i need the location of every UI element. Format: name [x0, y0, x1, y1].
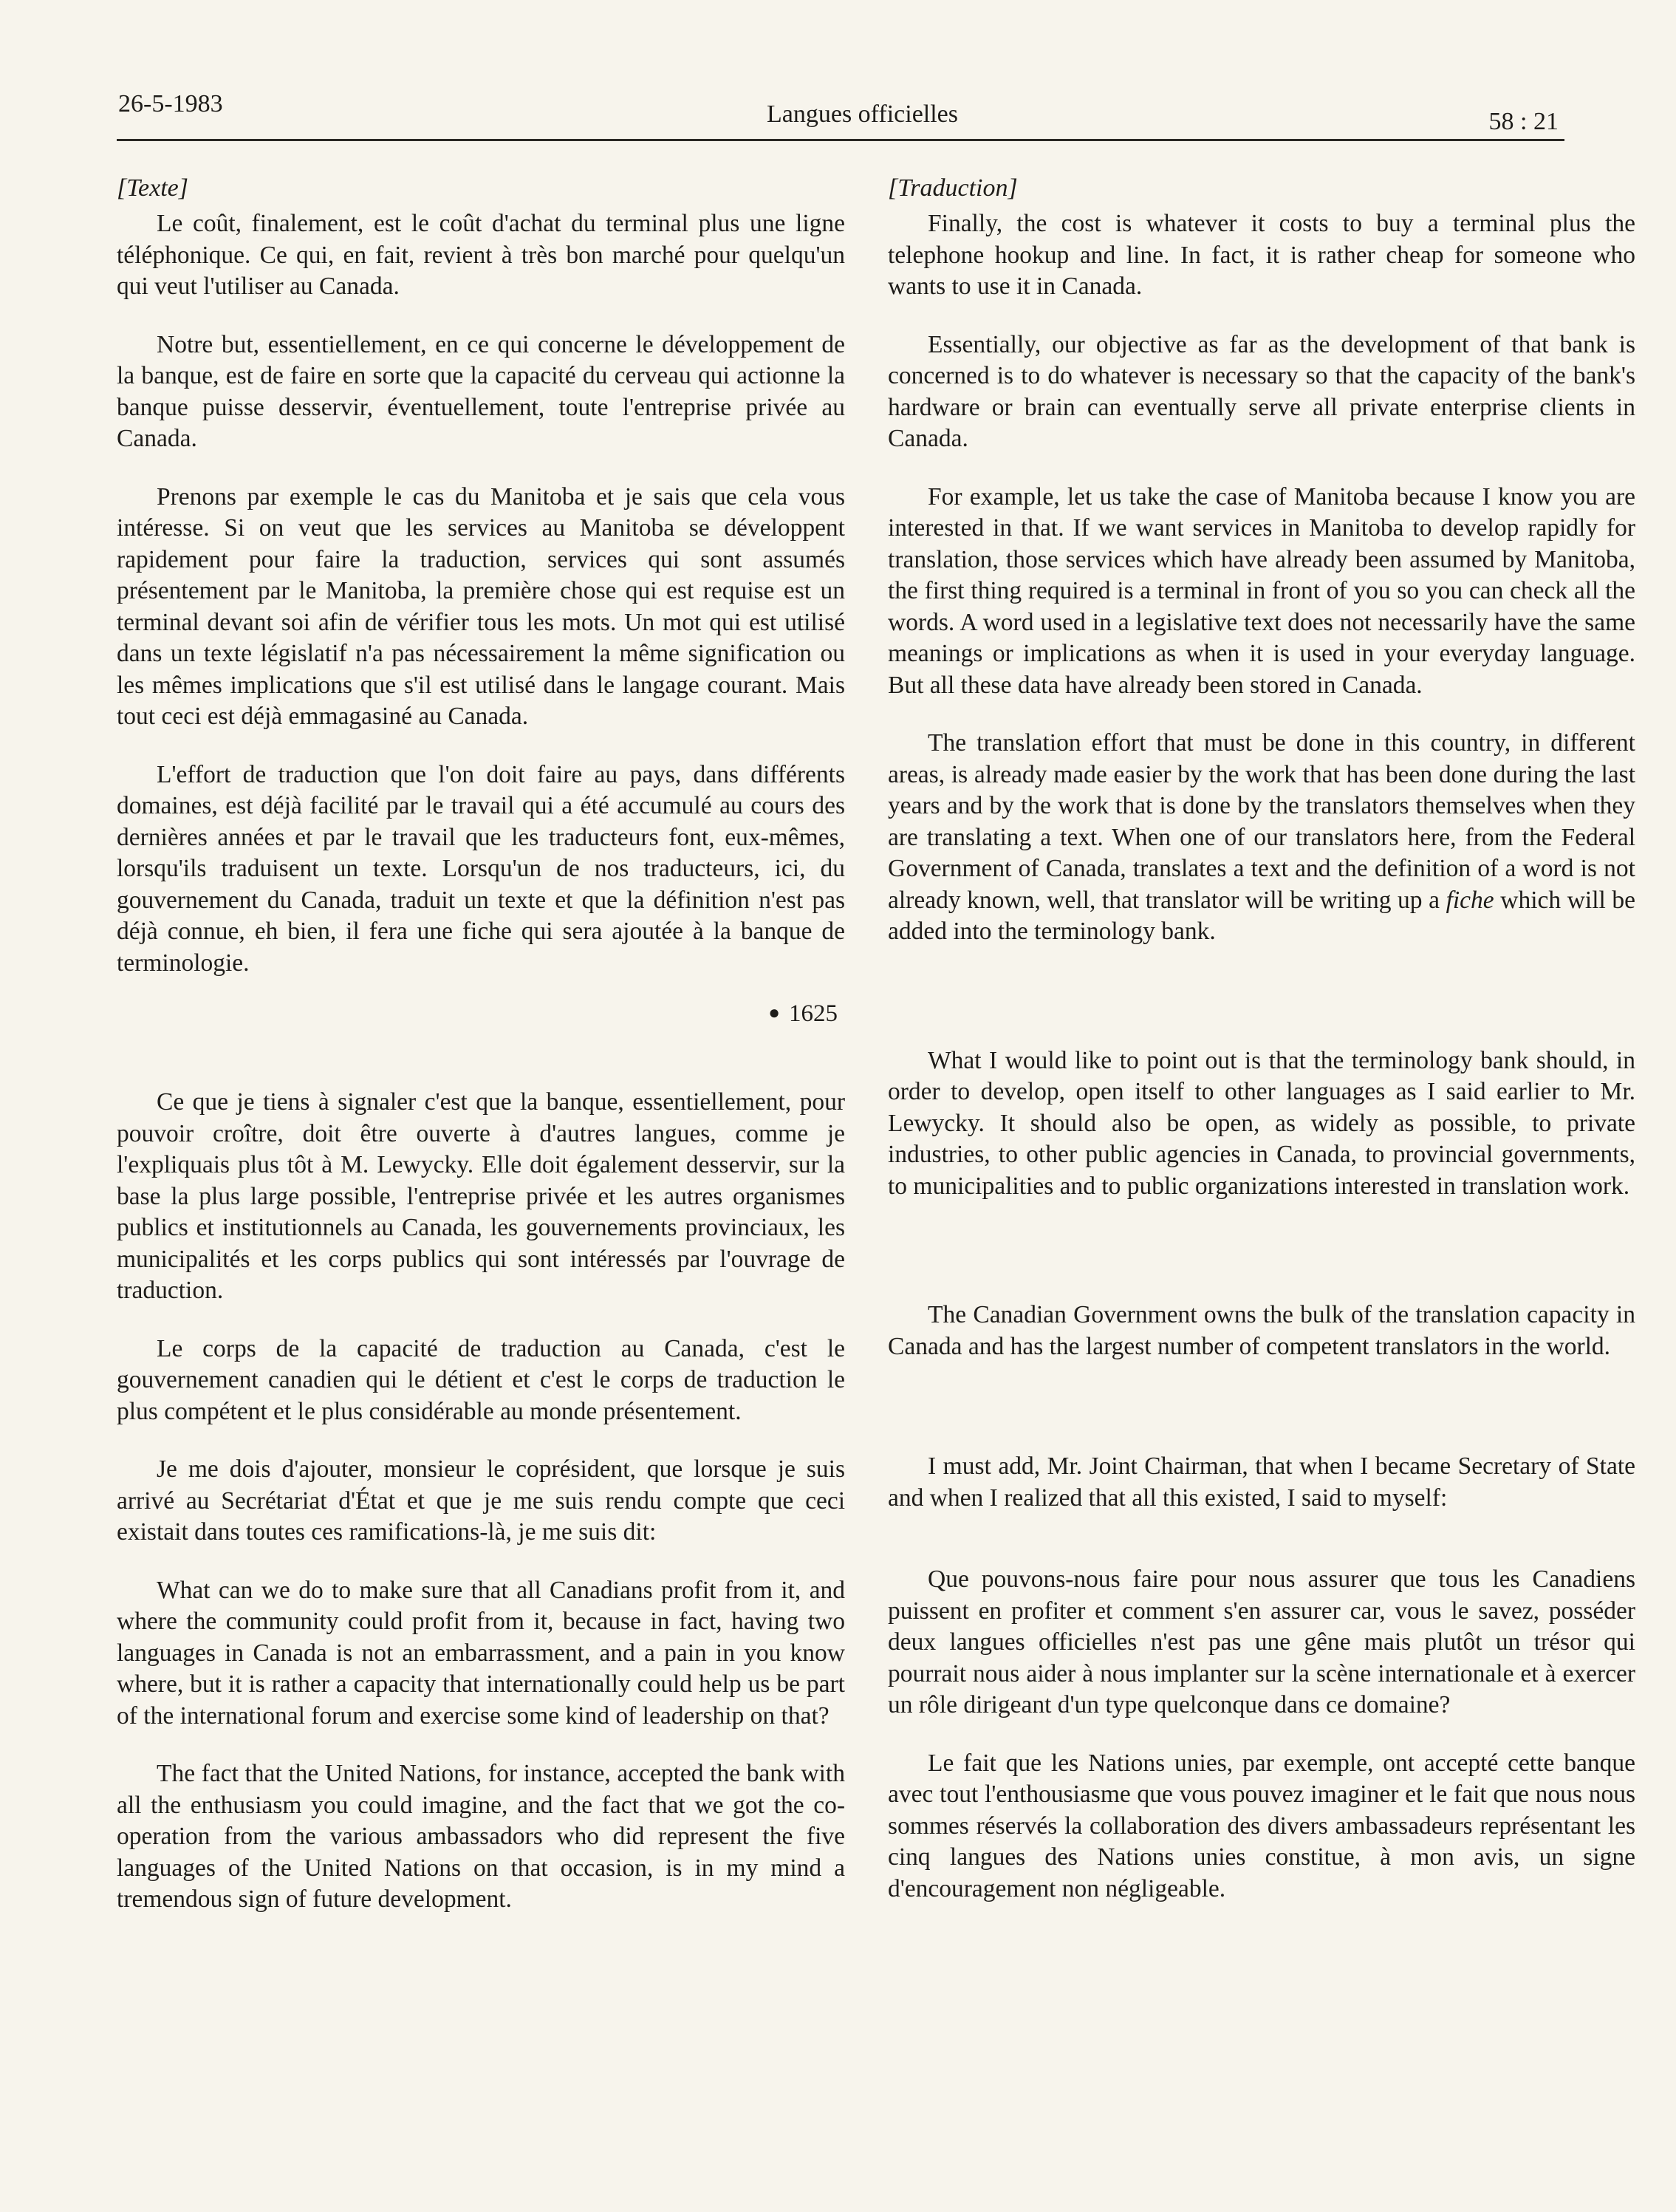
paragraph-text: which will be added into the terminology bank. [888, 886, 1636, 945]
paragraph: For example, let us take the case of Manitoba because I know you are interested in that. If we want services in Manitoba to develop rapidly for translation, those services which have already been assumed by Manitoba, the first thing required is a terminal in front of you so you can check all the words. A word used in a legislative text does not necessarily have the same meanings or implications as when it is used in your everyday language. But all these data have already been stored in Canada. [888, 482, 1635, 699]
paragraph: Le corps de la capacité de traduction au Canada, c'est le gouvernement canadien qui le détient et c'est le corps de traduction le plus compétent et le plus considérable au monde présentement. [117, 1334, 845, 1425]
paragraph: Essentially, our objective as far as the development of that bank is concerned is to do whatever is necessary so that the capacity of the bank's hardware or brain can eventually serve all private enterprise clients in Canada. [888, 330, 1635, 452]
paragraph: The fact that the United Nations, for instance, accepted the bank with all the enthusiasm you could imagine, and the fact that we got the co-operation from the various ambassadors who did represent the five languages of the United Nations on that occasion, is in my mind a tremendous sign of future development. [117, 1760, 845, 1913]
left-column-french [117, 173, 845, 1916]
paragraph: L'effort de traduction que l'on doit faire au pays, dans différents domaines, est déjà facilité par le travail qui a été accumulé au cours des dernières années et par le travail que les traducteurs font, eux-mêmes, lorsqu'ils traduisent un texte. Lorsqu'un de nos traducteurs, ici, du gouvernement du Canada, traduit un texte et que la définition n'est pas déjà connue, eh bien, il fera une fiche qui sera ajoutée à la banque de terminologie. [117, 760, 845, 977]
header-page-number: 58 : 21 [1488, 108, 1559, 135]
paragraph: I must add, Mr. Joint Chairman, that when I became Secretary of State and when I realized that all this existed, I said to myself: [888, 1453, 1635, 1512]
header-title: Langues officielles [767, 100, 959, 128]
bullet-icon: ● [768, 1002, 780, 1023]
paragraph: Le fait que les Nations unies, par exemple, ont accepté cette banque avec tout l'enthousiasme que vous pouvez imaginer et le fait que nous nous sommes réservés la collaboration des divers ambassadeurs représentant les cinq langues des Nations unies constitue, à mon avis, un signe d'encouragement non négligeable. [888, 1749, 1635, 1902]
paragraph: Je me dois d'ajouter, monsieur le coprésident, que lorsque je suis arrivé au Secrétariat d'État et que je me suis rendu compte que ceci existait dans toutes ces ramifications-là, je me suis dit: [117, 1455, 845, 1546]
header-date: 26-5-1983 [118, 90, 223, 117]
paragraph: Ce que je tiens à signaler c'est que la banque, essentiellement, pour pouvoir croître, doit être ouverte à d'autres langues, comme je l'expliquais plus tôt à M. Lewycky. Elle doit également desservir, sur la base la plus large possible, l'entreprise privée et les autres organismes publics et institutionnels au Canada, les gouvernements provinciaux, les municipalités et les corps publics qui sont intéressés par l'ouvrage de traduction. [117, 1088, 845, 1304]
section-label-texte: [Texte] [117, 174, 188, 202]
paragraph: Finally, the cost is whatever it costs to buy a terminal plus the telephone hookup and line. In fact, it is rather cheap for someone who wants to use it in Canada. [888, 210, 1635, 300]
right-column-english [888, 173, 1635, 1905]
paragraph: What I would like to point out is that the terminology bank should, in order to develop, open itself to other languages as I said earlier to Mr. Lewycky. It should also be open, as widely as possible, to private industries, to other public agencies in Canada, to provincial governments, to municipalities and to public organizations interested in translation work. [888, 1046, 1635, 1200]
paragraph: Que pouvons-nous faire pour nous assurer que tous les Canadiens puissent en profiter et comment s'en assurer car, vous le savez, posséder deux langues officielles n'est pas une gêne mais plutôt un trésor qui pourrait nous aider à nous implanter sur la scène internationale et à exercer un rôle dirigeant d'un type quelconque dans ce domaine? [888, 1566, 1635, 1718]
time-marker-value: 1625 [789, 1000, 838, 1027]
paragraph: The Canadian Government owns the bulk of the translation capacity in Canada and has the largest number of competent translators in the world. [888, 1301, 1635, 1360]
paragraph: What can we do to make sure that all Canadians profit from it, and where the community could profit from it, because in fact, having two languages in Canada is not an embarrassment, and a pain in you know where, but it is rather a capacity that internationally could help us be part of the international forum and exercise some kind of leadership on that? [117, 1576, 845, 1730]
paragraph [888, 728, 1635, 948]
paragraph: Prenons par exemple le cas du Manitoba et je sais que cela vous intéresse. Si on veut que les services au Manitoba se développent rapidement pour faire la traduction, services qui sont assumés présentement par le Manitoba, la première chose qui est requise est un terminal devant soi afin de vérifier tous les mots. Un mot qui est utilisé dans un texte législatif n'a pas nécessairement la même signification ou les mêmes implications que s'il est utilisé dans le langage courant. Mais tout ceci est déjà emmagasiné au Canada. [117, 482, 845, 730]
paragraph: Notre but, essentiellement, en ce qui concerne le développement de la banque, est de faire en sorte que la capacité du cerveau qui actionne la banque puisse desservir, éventuellement, toute l'entreprise privée au Canada. [117, 330, 845, 452]
section-label-traduction: [Traduction] [888, 174, 1018, 202]
paragraph-text: The translation effort that must be done in this country, in different areas, is already made easier by the work that has been done during the last years and by the work that is done by the translators themselves when they are translating a text. When one of our translators here, from the Federal Government of Canada, translates a text and the definition of a word is not already known, well, that translator will be writing up a [888, 729, 1635, 914]
italic-term: fiche [1446, 886, 1494, 914]
paragraph: Le coût, finalement, est le coût d'achat du terminal plus une ligne téléphonique. Ce qui, en fait, revient à très bon marché pour quelqu'un qui veut l'utiliser au Canada. [117, 210, 845, 300]
time-marker [117, 998, 845, 1031]
page-header [117, 89, 1564, 141]
